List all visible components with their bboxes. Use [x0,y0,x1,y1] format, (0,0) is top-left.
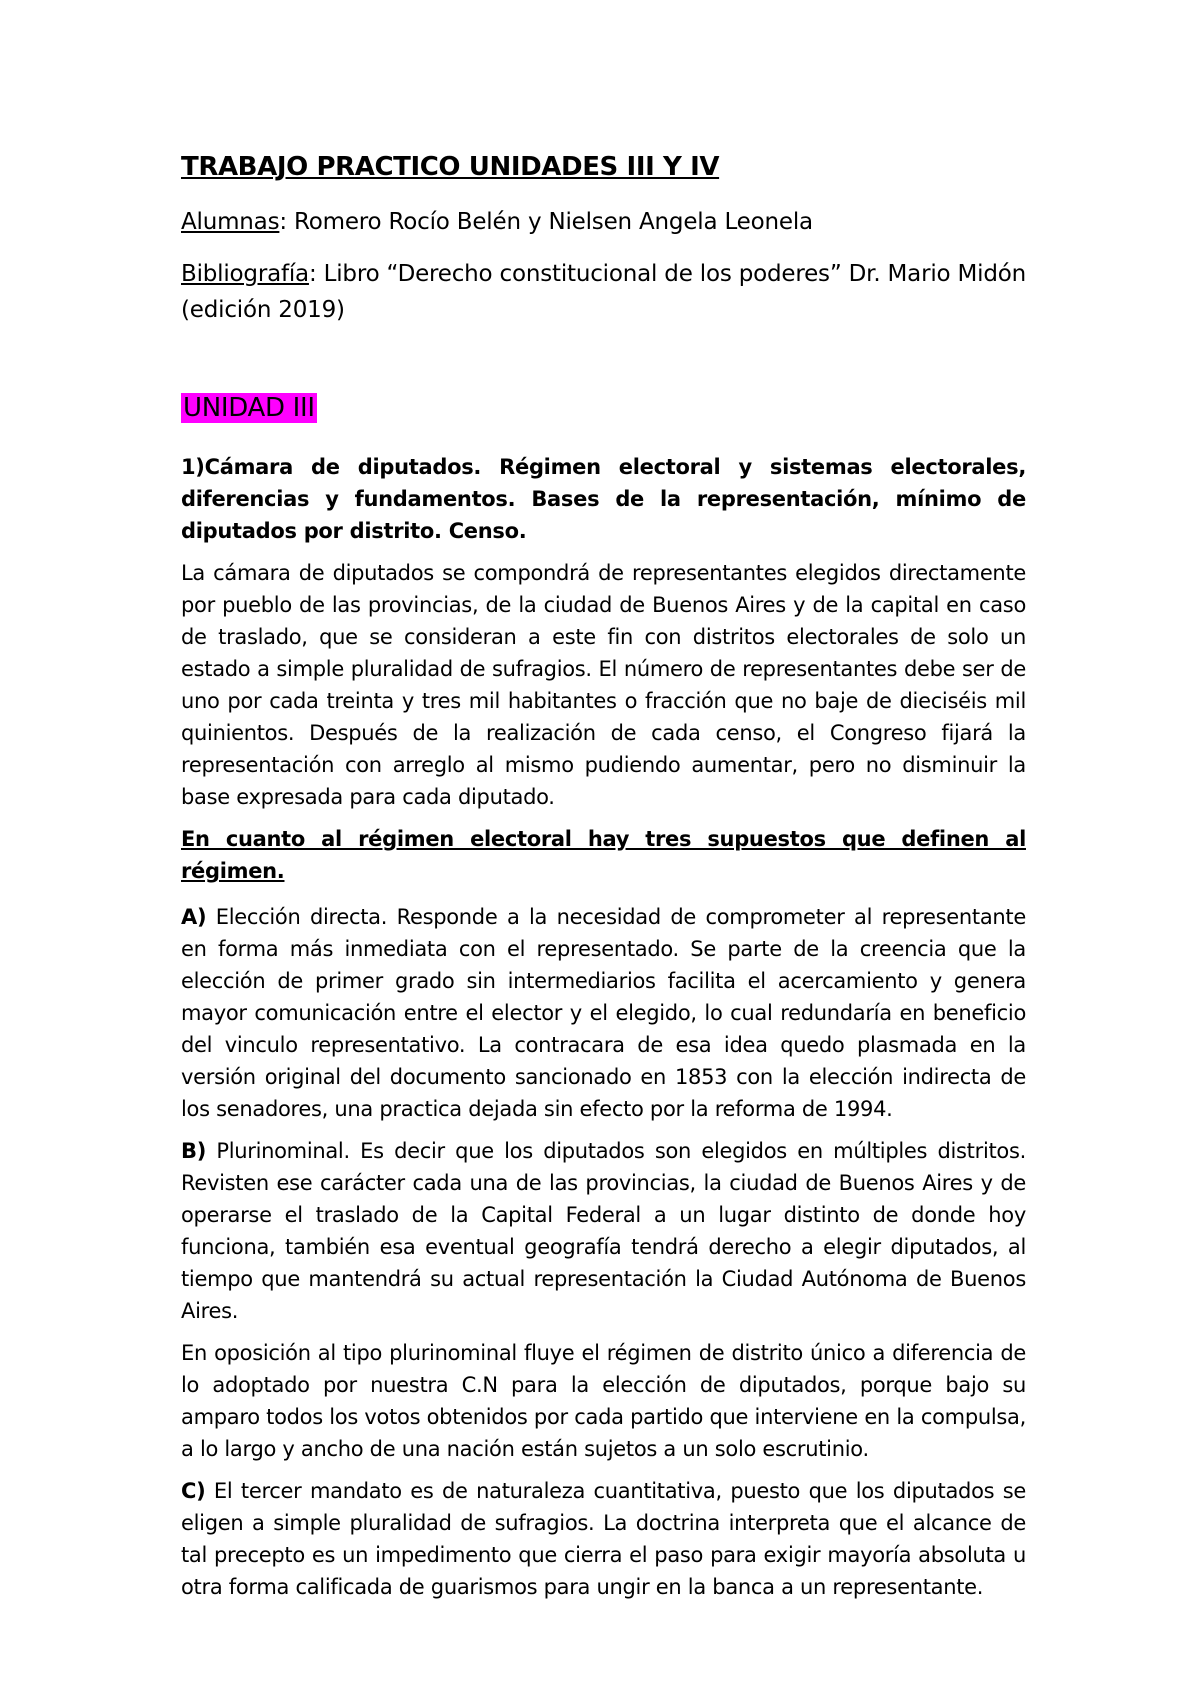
item-a-label: A) [181,905,207,929]
bibliography-value: : Libro “Derecho constitucional de los poderes” Dr. Mario Midón (edición 2019) [181,261,1026,323]
body-paragraph-2: En oposición al tipo plurinominal fluye el régimen de distrito único a diferencia de lo adoptado por nuestra C.N para la elección de diputados, porque bajo su amparo todos los votos obtenidos por cada partido que interviene en la compulsa, a lo largo y ancho de una nación están sujetos a un solo escrutinio. [181,1341,1026,1461]
lead-sentence: En cuanto al régimen electoral hay tres supuestos que definen al régimen. [181,827,1026,883]
unit-heading-text: UNIDAD III [183,393,315,423]
bibliography-label: Bibliografía [181,261,309,287]
item-c-text: El tercer mandato es de naturaleza cuantitativa, puesto que los diputados se eligen a simple pluralidad de sufragios. La doctrina interpreta que el alcance de tal precepto es un impedimento que cierra el paso para exigir mayoría absoluta u otra forma calificada de guarismos para ungir en la banca a un representante. [181,1479,1026,1599]
item-c-paragraph [181,1475,1026,1603]
bibliography-line [181,256,1026,328]
item-b-text: Plurinominal. Es decir que los diputados son elegidos en múltiples distritos. Revisten ese carácter cada una de las provincias, la ciudad de Buenos Aires y de operarse el traslado de la Capital Federal a un lugar distinto de donde hoy funciona, también esa eventual geografía tendrá derecho a elegir diputados, al tiempo que mantendrá su actual representación la Ciudad Autónoma de Buenos Aires. [181,1139,1026,1323]
unit-heading [181,388,1026,429]
document-title: TRABAJO PRACTICO UNIDADES III Y IV [181,152,720,182]
item-b-label: B) [181,1139,207,1163]
students-value: : Romero Rocío Belén y Nielsen Angela Leonela [279,209,813,235]
question-heading: 1)Cámara de diputados. Régimen electoral y sistemas electorales, diferencias y fundamentos. Bases de la representación, mínimo de diputados por distrito. Censo. [181,455,1026,543]
document-body [181,150,1026,1613]
body-paragraph-1: La cámara de diputados se compondrá de representantes elegidos directamente por pueblo de las provincias, de la ciudad de Buenos Aires y de la capital en caso de traslado, que se consideran a este fin con distritos electorales de solo un estado a simple pluralidad de sufragios. El número de representantes debe ser de uno por cada treinta y tres mil habitantes o fracción que no baje de dieciséis mil quinientos. Después de la realización de cada censo, el Congreso fijará la representación con arreglo al mismo pudiendo aumentar, pero no disminuir la base expresada para cada diputado. [181,561,1026,809]
item-a-text: Elección directa. Responde a la necesidad de comprometer al representante en forma más inmediata con el representado. Se parte de la creencia que la elección de primer grado sin intermediarios facilita el acercamiento y genera mayor comunicación entre el elector y el elegido, lo cual redundaría en beneficio del vinculo representativo. La contracara de esa idea quedo plasmada en la versión original del documento sancionado en 1853 con la elección indirecta de los senadores, una practica dejada sin efecto por la reforma de 1994. [181,905,1026,1121]
item-c-label: C) [181,1479,206,1503]
item-a-paragraph [181,901,1026,1125]
item-b-paragraph [181,1135,1026,1327]
students-line [181,204,1026,240]
students-label: Alumnas [181,209,280,235]
